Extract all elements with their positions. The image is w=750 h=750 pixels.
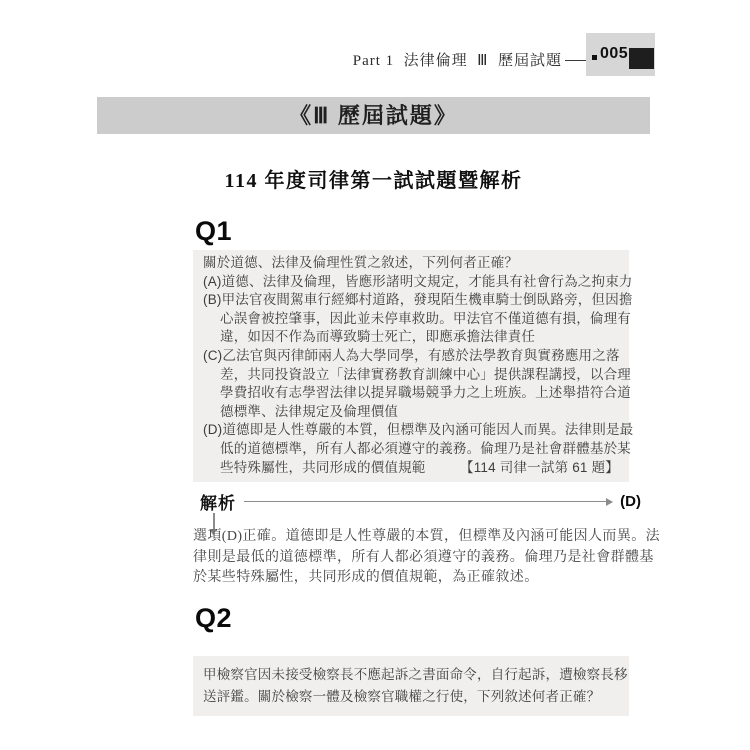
question-line: 低的道德標準，所有人都必須遵守的義務。倫理乃是社會群體基於某 — [220, 440, 631, 456]
question-line: 甲檢察官因未接受檢察長不應起訴之書面命令，自行起訴，遭檢察長移 — [203, 667, 628, 682]
question-line: 學費招收有志學習法律以提昇職場競爭力之上班族。上述舉措符合道 — [220, 385, 631, 401]
question-1-box — [193, 250, 634, 482]
header-rule — [565, 60, 586, 61]
question-line: (D)道德即是人性尊嚴的本質，但標準及內涵可能因人而異。法律則是最 — [203, 422, 634, 438]
right-arrow-icon — [244, 501, 612, 502]
question-line: 送評鑑。關於檢察一體及檢察官職權之行使，下列敘述何者正確？ — [203, 688, 601, 704]
question-line: 違，如因不作為而導致騎士死亡，即應承擔法律責任 — [220, 329, 536, 345]
running-header-breadcrumb: Part 1 法律倫理 Ⅲ 歷屆試題 — [352, 53, 562, 69]
question-1-label: Q1 — [195, 216, 233, 246]
analysis-header — [200, 489, 641, 514]
analysis-line: 於某些特殊屬性，共同形成的價值規範，為正確敘述。 — [193, 570, 539, 586]
analysis-line: 律則是最低的道德標準，所有人都必須遵守的義務。倫理乃是社會群體基 — [193, 549, 654, 565]
exam-title: 114 年度司律第一試試題暨解析 — [224, 170, 523, 192]
question-last-line — [203, 459, 621, 478]
question-line: (C)乙法官與丙律師兩人為大學同學，有感於法學教育與實務應用之落 — [203, 347, 620, 363]
correct-answer: (D) — [620, 493, 641, 510]
question-line: 德標準、法律規定及倫理價值 — [220, 403, 399, 419]
question-line: 些特殊屬性，共同形成的價值規範 — [220, 459, 426, 475]
question-line: 關於道德、法律及倫理性質之敘述，下列何者正確？ — [203, 255, 519, 270]
page-edge-tab-marker — [629, 48, 654, 69]
section-banner: 《Ⅲ 歷屆試題》 — [97, 97, 650, 134]
arrowhead-icon — [606, 498, 613, 506]
exam-source-tag: 【114 司律一試第 61 題】 — [460, 459, 619, 475]
analysis-line: 選項(D)正確。道德即是人性尊嚴的本質，但標準及內涵可能因人而異。法 — [193, 529, 661, 544]
square-bullet-icon — [592, 55, 597, 60]
page-number-box — [586, 33, 655, 76]
analysis-label: 解析 — [200, 494, 236, 513]
question-line: (B)甲法官夜間駕車行經鄉村道路，發現陌生機車騎士倒臥路旁，但因擔 — [203, 292, 633, 308]
page-number: 005 — [600, 45, 629, 62]
analysis-text — [193, 527, 661, 589]
question-2-label: Q2 — [195, 603, 233, 633]
question-line: 心誤會被控肇事，因此並未停車救助。甲法官不僅道德有損，倫理有 — [220, 310, 631, 326]
question-line: 差，共同投資設立「法律實務教育訓練中心」提供課程講授，以合理 — [220, 366, 631, 382]
question-line: (A)道德、法律及倫理，皆應形諸明文規定，才能具有社會行為之拘束力 — [203, 273, 633, 289]
question-2-box — [193, 656, 629, 716]
